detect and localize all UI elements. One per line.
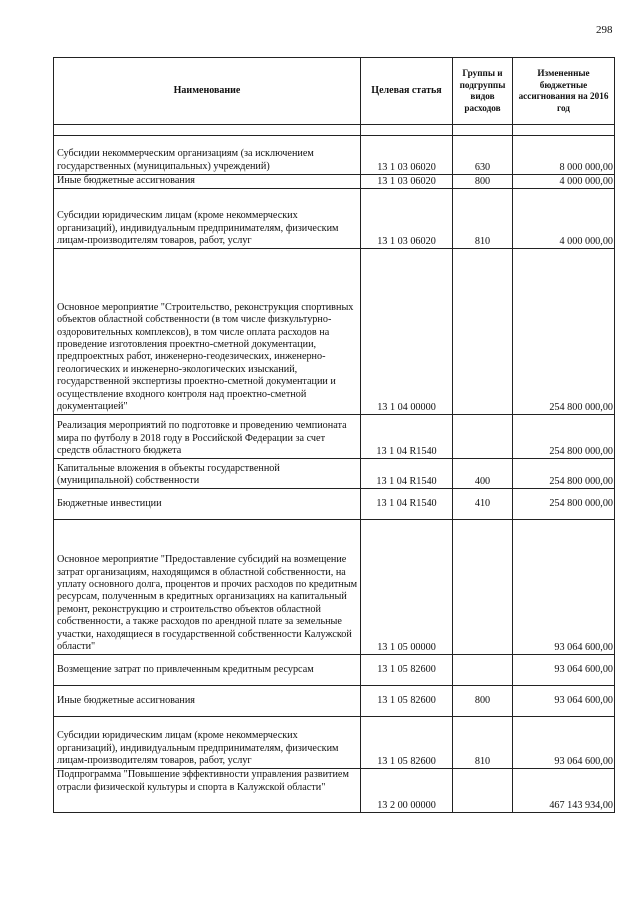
row-target: 13 1 04 00000 — [361, 249, 453, 415]
row-name: Капитальные вложения в объекты государственной (муниципальной) собственности — [54, 459, 361, 489]
row-target: 13 1 05 82600 — [361, 717, 453, 769]
row-name: Субсидии некоммерческим организациям (за исключением государственных (муниципальных) учреждений) — [54, 136, 361, 175]
row-target: 13 1 03 06020 — [361, 175, 453, 189]
row-target: 13 1 04 R1540 — [361, 489, 453, 520]
row-name: Подпрограмма "Повышение эффективности управления развитием отрасли физической культуры и спорта в Калужской области" — [54, 769, 361, 813]
row-name: Реализация мероприятий по подготовке и проведению чемпионата мира по футболу в 2018 году в Российской Федерации за счет средств областного бюджета — [54, 415, 361, 459]
row-group — [453, 415, 513, 459]
header-group: Группы и подгруппы видов расходов — [453, 58, 513, 125]
table-row — [54, 769, 615, 813]
table-row — [54, 459, 615, 489]
table-header-row — [54, 58, 615, 125]
row-group: 800 — [453, 686, 513, 717]
row-amount: 93 064 600,00 — [513, 520, 615, 655]
header-amount: Измененные бюджетные ассигнования на 2016 год — [513, 58, 615, 125]
row-name: Бюджетные инвестиции — [54, 489, 361, 520]
header-gap-row — [54, 125, 615, 136]
row-target: 13 1 05 00000 — [361, 520, 453, 655]
row-amount: 4 000 000,00 — [513, 175, 615, 189]
page-number: 298 — [596, 24, 613, 36]
table-row — [54, 520, 615, 655]
row-target: 13 1 05 82600 — [361, 686, 453, 717]
row-target: 13 2 00 00000 — [361, 769, 453, 813]
row-group: 810 — [453, 189, 513, 249]
row-amount: 93 064 600,00 — [513, 686, 615, 717]
table-row — [54, 655, 615, 686]
row-group — [453, 655, 513, 686]
row-group — [453, 520, 513, 655]
row-name: Иные бюджетные ассигнования — [54, 686, 361, 717]
row-name: Субсидии юридическим лицам (кроме некоммерческих организаций), индивидуальным предпринимателям, физическим лицам-производителям товаров, работ, услуг — [54, 717, 361, 769]
row-target: 13 1 04 R1540 — [361, 415, 453, 459]
row-amount: 467 143 934,00 — [513, 769, 615, 813]
row-group: 400 — [453, 459, 513, 489]
row-name: Иные бюджетные ассигнования — [54, 175, 361, 189]
row-amount: 254 800 000,00 — [513, 249, 615, 415]
row-amount: 254 800 000,00 — [513, 415, 615, 459]
header-name: Наименование — [54, 58, 361, 125]
table-row — [54, 189, 615, 249]
row-name: Основное мероприятие "Предоставление субсидий на возмещение затрат организациям, находящимся в областной собственности, на уплату основного долга, процентов и прочих расходов по кредитным ресурсам, полученным в кредитных организациях на капитальный ремонт, реконструкцию и строительство объектов областной собственности, а также расходов по арендной плате за земельные участки, находящиеся в государственной собственности Калужской области" — [54, 520, 361, 655]
row-amount: 254 800 000,00 — [513, 459, 615, 489]
row-group: 630 — [453, 136, 513, 175]
row-name: Основное мероприятие "Строительство, реконструкция спортивных объектов областной собственности (в том числе физкультурно-оздоровительных комплексов), в том числе оплата расходов на проведение изготовления проектно-сметной документации, предпроектных работ, инженерно-геодезических, инженерно-геологических и инженерно-экологических изысканий, государственной экспертизы проектно-сметной документации и осуществление входного контроля над проектно-сметной документацией" — [54, 249, 361, 415]
row-amount: 93 064 600,00 — [513, 717, 615, 769]
row-group: 810 — [453, 717, 513, 769]
table-row — [54, 415, 615, 459]
row-amount: 8 000 000,00 — [513, 136, 615, 175]
row-group — [453, 769, 513, 813]
table-row — [54, 175, 615, 189]
row-target: 13 1 03 06020 — [361, 189, 453, 249]
budget-table — [53, 57, 615, 813]
row-group: 410 — [453, 489, 513, 520]
row-amount: 93 064 600,00 — [513, 655, 615, 686]
row-name: Возмещение затрат по привлеченным кредитным ресурсам — [54, 655, 361, 686]
row-amount: 254 800 000,00 — [513, 489, 615, 520]
table-row — [54, 489, 615, 520]
row-amount: 4 000 000,00 — [513, 189, 615, 249]
header-target: Целевая статья — [361, 58, 453, 125]
table-row — [54, 136, 615, 175]
table-row — [54, 249, 615, 415]
row-group: 800 — [453, 175, 513, 189]
row-group — [453, 249, 513, 415]
row-target: 13 1 04 R1540 — [361, 459, 453, 489]
row-name: Субсидии юридическим лицам (кроме некоммерческих организаций), индивидуальным предпринимателям, физическим лицам-производителям товаров, работ, услуг — [54, 189, 361, 249]
row-target: 13 1 03 06020 — [361, 136, 453, 175]
table-row — [54, 686, 615, 717]
row-target: 13 1 05 82600 — [361, 655, 453, 686]
table-row — [54, 717, 615, 769]
